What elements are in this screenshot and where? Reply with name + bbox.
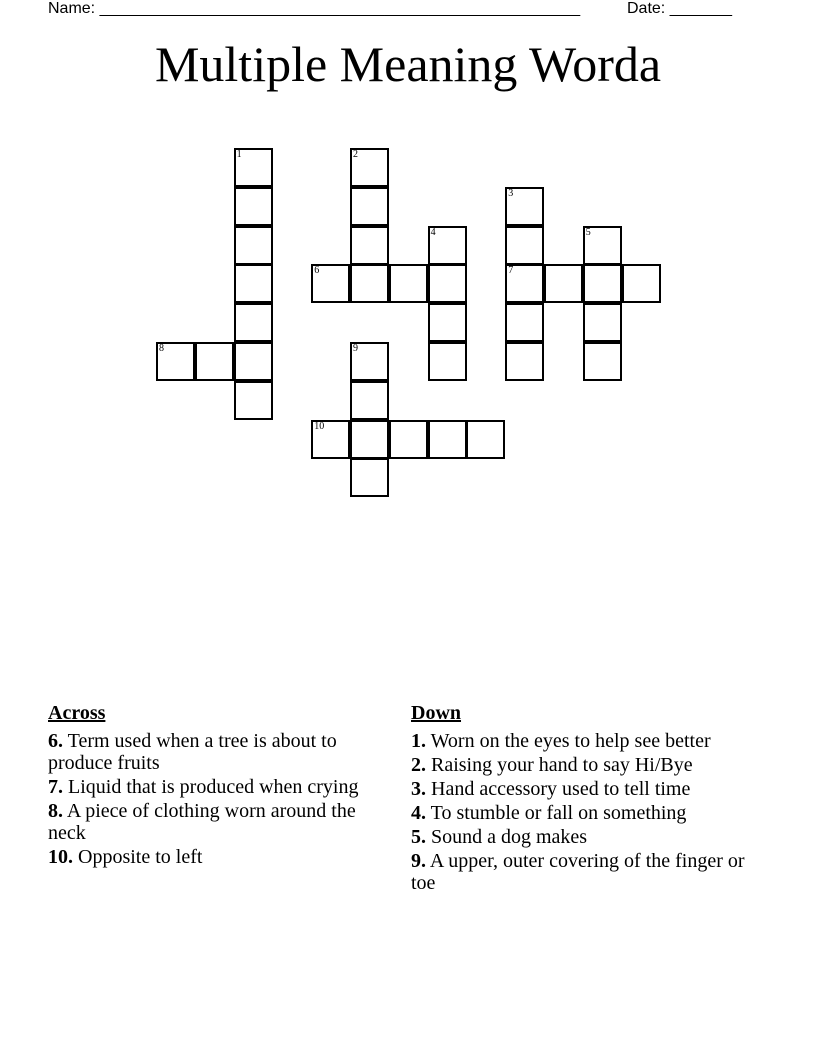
grid-cell[interactable] [350, 264, 389, 303]
grid-cell[interactable] [544, 264, 583, 303]
grid-cell[interactable] [350, 420, 389, 459]
cell-number: 5 [585, 226, 591, 238]
grid-cell[interactable] [505, 226, 544, 265]
grid-cell[interactable] [234, 187, 273, 226]
clue-number: 8. [48, 800, 63, 822]
clue-down-9 [411, 850, 756, 894]
grid-cell[interactable] [350, 458, 389, 497]
clue-text: Raising your hand to say Hi/Bye [431, 754, 693, 776]
grid-cell[interactable] [389, 264, 428, 303]
clue-number: 3. [411, 778, 426, 800]
clue-down-1 [411, 730, 756, 752]
clue-across-6 [48, 730, 378, 774]
cell-number: 4 [430, 226, 436, 238]
grid-cell[interactable] [311, 264, 350, 303]
cell-number: 9 [353, 343, 358, 354]
grid-cell[interactable] [234, 226, 273, 265]
clue-down-4 [411, 802, 756, 824]
grid-cell[interactable] [505, 187, 544, 226]
clue-down-5 [411, 826, 756, 848]
page-title: Multiple Meaning Worda [154, 36, 662, 92]
clue-number: 5. [411, 826, 426, 848]
cell-number: 6 [314, 265, 320, 277]
clue-number: 2. [411, 754, 426, 776]
date-field-label: Date: _______ [627, 0, 732, 17]
down-heading: Down [411, 702, 462, 724]
clue-text: Sound a dog makes [431, 826, 588, 848]
clue-number: 1. [411, 730, 426, 752]
clue-number: 9. [411, 850, 426, 872]
clue-number: 4. [411, 802, 426, 824]
grid-cell[interactable] [505, 264, 544, 303]
grid-cell[interactable] [505, 342, 544, 381]
grid-cell[interactable] [234, 264, 273, 303]
clue-across-10 [48, 846, 378, 868]
clue-number: 6. [48, 730, 63, 752]
grid-cell[interactable] [350, 148, 389, 187]
grid-cell[interactable] [583, 226, 622, 265]
grid-cell[interactable] [428, 303, 467, 342]
across-clues [48, 702, 378, 870]
grid-cell[interactable] [466, 420, 505, 459]
clue-text: Opposite to left [78, 846, 203, 868]
grid-cell[interactable] [350, 381, 389, 420]
clue-text: A upper, outer covering of the finger or toe [411, 850, 745, 894]
grid-cell[interactable] [156, 342, 195, 381]
grid-cell[interactable] [428, 342, 467, 381]
clue-text: Liquid that is produced when crying [68, 776, 359, 798]
grid-cell[interactable] [234, 342, 273, 381]
cell-number: 7 [508, 265, 514, 277]
clue-down-3 [411, 778, 756, 800]
grid-cell[interactable] [234, 303, 273, 342]
grid-cell[interactable] [583, 264, 622, 303]
clue-across-8 [48, 800, 378, 844]
cell-number: 2 [353, 149, 358, 160]
grid-cell[interactable] [622, 264, 661, 303]
grid-cell[interactable] [350, 342, 389, 381]
grid-cell[interactable] [311, 420, 350, 459]
cell-number: 3 [508, 187, 514, 199]
grid-cell[interactable] [428, 420, 467, 459]
grid-cell[interactable] [389, 420, 428, 459]
clue-across-7 [48, 776, 378, 798]
grid-cell[interactable] [428, 226, 467, 265]
grid-cell[interactable] [428, 264, 467, 303]
down-clues [411, 702, 756, 896]
clue-text: Term used when a tree is about to produce fruits [48, 730, 337, 774]
clue-number: 10. [48, 846, 73, 868]
grid-cell[interactable] [234, 148, 273, 187]
grid-cell[interactable] [350, 187, 389, 226]
cell-number: 1 [236, 149, 242, 160]
clue-text: Worn on the eyes to help see better [430, 730, 711, 752]
cell-number: 10 [314, 420, 325, 432]
grid-cell[interactable] [583, 342, 622, 381]
clue-text: To stumble or fall on something [430, 802, 687, 824]
grid-cell[interactable] [195, 342, 234, 381]
clue-number: 7. [48, 776, 63, 798]
clue-down-2 [411, 754, 756, 776]
grid-cell[interactable] [505, 303, 544, 342]
grid-cell[interactable] [350, 226, 389, 265]
cell-number: 8 [159, 343, 164, 354]
clue-text: A piece of clothing worn around the neck [48, 800, 356, 844]
grid-cell[interactable] [234, 381, 273, 420]
clue-text: Hand accessory used to tell time [431, 778, 691, 800]
name-field-label: Name: ______________________________________________________ [48, 0, 581, 17]
grid-cell[interactable] [583, 303, 622, 342]
across-heading: Across [48, 702, 106, 724]
